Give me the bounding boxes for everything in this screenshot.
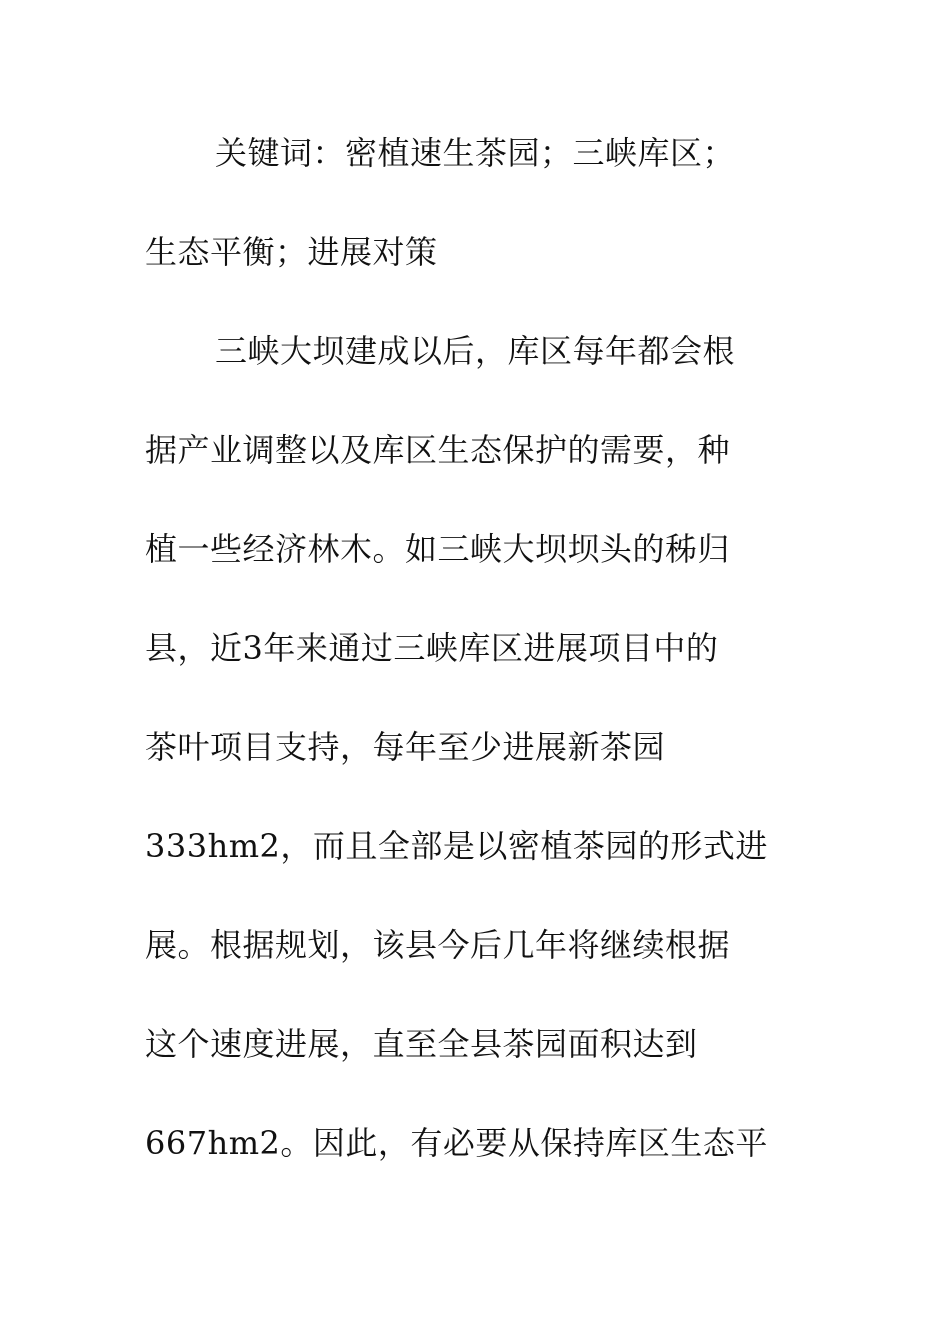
keywords-line-2: 生态平衡；进展对策 bbox=[145, 233, 438, 271]
paragraph-line-1: 三峡大坝建成以后，库区每年都会根 bbox=[215, 332, 736, 370]
paragraph-line-8: 这个速度进展，直至全县茶园面积达到 bbox=[145, 1025, 698, 1063]
paragraph-line-7: 展。根据规划，该县今后几年将继续根据 bbox=[145, 926, 731, 964]
document-body bbox=[145, 126, 785, 1215]
paragraph-line-5: 茶叶项目支持，每年至少进展新茶园 bbox=[145, 728, 666, 766]
paragraph-line-2: 据产业调整以及库区生态保护的需要，种 bbox=[145, 431, 731, 469]
keywords-line-1: 关键词：密植速生茶园；三峡库区； bbox=[215, 134, 736, 172]
paragraph-line-3: 植一些经济林木。如三峡大坝坝头的秭归 bbox=[145, 530, 731, 568]
paragraph-line-4: 县，近3年来通过三峡库区进展项目中的 bbox=[145, 629, 719, 667]
paragraph-line-6: 333hm2，而且全部是以密植茶园的形式进 bbox=[145, 827, 768, 865]
paragraph-line-9: 667hm2。因此，有必要从保持库区生态平 bbox=[145, 1124, 768, 1162]
